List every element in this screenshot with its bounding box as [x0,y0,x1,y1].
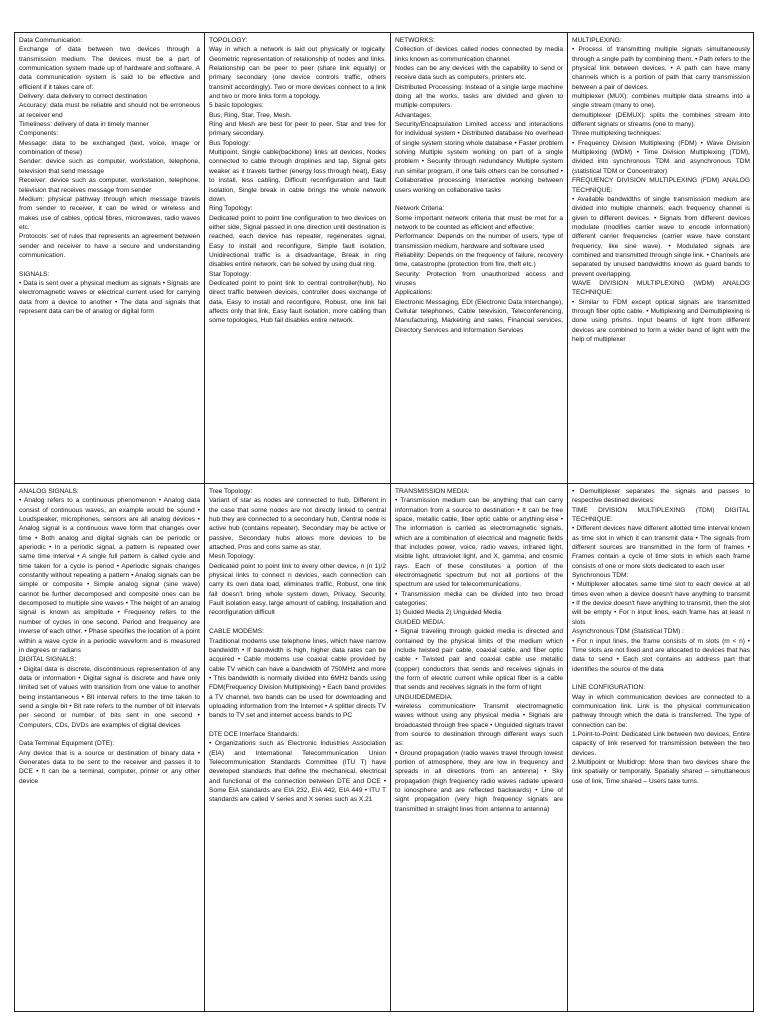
text-line: • Similar to FDM except optical signals are transmitted through fiber optic cable. • Multiplexing and Demultiplexing is done using prisms. Input beams of light from different devices are combined to form a wider band of light with the help of multiplexer [572,298,750,343]
text-line: Network Criteria: [395,205,445,213]
blank-line [19,730,200,739]
text-line: 1) Guided Media 2) Unguided Media [395,609,502,617]
text-line: Applications: [395,289,433,297]
text-line: CABLE MODEMS: [209,628,264,636]
text-line: Security/Encapsulation Limited access and interactions for individual system • Distributed database No overhead of single system storing whole database • Faster problem solving Multiple system working on part of a single problem • Security through redundancy Multiple system run similar program, if one fails others can be consulted • Collaborative processing Interactive working between users working on collaborative tasks [395,121,563,194]
cell-transmission-media [391,484,567,1012]
text-line: Three multiplexing techniques: [572,130,662,138]
text-line: Dedicated point to point line configuration to two devices on either side, Signal passed in one direction until destination is reached, each device has repeater, regenerates signal, Easy to install and reconfigure, Simple fault isolation, Unidirectional traffic is a disadvantage, Break in ring disables entire network, can be solved by using dual ring. [209,214,386,269]
cell-data-communication [15,33,204,483]
text-line: Asynchronous TDM (Statistical TDM) : [572,628,684,636]
text-line: WAVE DIVISION MULTIPLEXING (WDM) ANALOG TECHNIQUE: [572,279,750,297]
text-line: • Demultiplexer separates the signals and passes to respective destined devices [572,488,750,505]
text-line: • Available bandwidths of single transmission medium are divided into multiple channels; each frequency channel is given to different devices. • Signals from different devices modulate (modifies carrier wave to encode information) different carrier frequencies (carrier wave have constant frequency, like sine wave). • Modulated signals are combined and transmitted through single link. • Channels are separated by unused bandwidths known as guard bands to prevent overlapping. [572,195,750,278]
text-line: Dedicated point to point link to central controller(hub), No direct traffic between devices, controller does exchange of data, Easy to install and reconfigure, Robust, one link fail affects only that link, Easy fault isolation, more cabling than some topologies, Hub fail disables entire network. [209,279,386,325]
cell-analog-signals [15,484,204,1012]
text-line: ANALOG SIGNALS: [19,488,79,495]
text-line: Traditional modems use telephone lines, which have narrow bandwidth • If bandwidth is high, higher data rates can be acquired • Cable modems use coaxial cable provided by cable TV which can have a bandwidth of 750MHz and more • This bandwidth is normally divided into 6MHz bands using FDM(Frequency Division Multiplexing) • Each band provides a TV channel, two bands can be used for downloading and uploading information from the Internet • A splitter directs TV bands to TV set and internet access bands to PC [209,637,386,720]
text-line: Mesh Topology: [209,553,256,561]
text-line: • Organizations such as Electronic Industries Association (EIA) and International Telecommunication Union Telecommunication Standards Committee (ITU T) have developed standards that define the mechanical, electrical and functional of the connection between DTE and DCE • Some EIA standards are EIA 232, EIA 442, EIA 449 • ITU T standards are called V series and X series such as X.21 [209,740,386,804]
text-line: Components: [19,130,59,138]
text-line: Way in which a network is laid out physically or logically. Geometric representation of relationship of nodes and links. Relationship can be peer to peer (share link equally) or primary secondary (one device controls traffic, others transmit accordingly). Two or more devices connect to a link and two or more links form a topology. [209,46,386,101]
text-line: • Transmission medium can be anything that can carry information from a source to destination • It can be free space, metallic cable, fiber optic cable or anything else • The information is carried as electromagnetic signals, which are a combination of electrical and magnetic fields that includes power, voice, radio waves, infrared light, visible light, ultraviolet light, and X, gamma, and cosmic rays. Each of these constitutes a portion of the electromagnetic spectrum but not all portions of the spectrum are used for telecommunications. [395,497,563,589]
text-line: Electronic Messaging, EDI (Electronic Data Interchange), Cellular telephones, Cable television, Teleconferencing, Manufacturing, Marketing and sales, Financial services, Directory Services and Information Services [395,298,563,334]
text-line: Data Terminal Equipment (DTE): [19,740,115,748]
text-line: MULTIPLEXING: [572,37,622,44]
text-line: • Multiplexer allocates same time slot to each device at all times even when a device doesn't have anything to transmit • If the device doesn't have anything to transmit, then the slot will be empty • For n input lines, each frame has at least n slots [572,581,750,626]
text-line: Tree Topology: [209,488,253,495]
text-line: Bus Topology: [209,139,251,147]
text-line: • Different devices have different allotted time interval known as time slot in which it can transmit data • The signals from different sources are transmitted in the form of frames • Frames contain a cycle of time slots in which each frame consists of one or more slots dedicated to each user [572,525,750,570]
text-line: SIGNALS: [19,270,50,278]
text-line: UNGUIDEDMEDIA: [395,693,453,701]
text-line: Exchange of data between two devices through a transmission medium. The devices must be a part of communication system made up of hardware and software. A data communication system is said to be effective and efficient if it takes care of: [19,46,200,91]
text-line: Multipoint, Single cable(backbone) links all devices, Nodes connected to cable through droplines and tap, Signal gets weaker as it travels farther (energy loss through heat), Easy to install, less cabling, Difficult reconfiguration and fault isolation, Single break in cable brings the whole network down. [209,149,386,203]
text-line: TOPOLOGY: [209,37,248,44]
text-line: Variant of star as nodes are connected to hub, Different in the case that some nodes are not directly linked to central hub they are connected to a secondary hub, Central node is active hub (contains repeater), Secondary may be active or passive, Secondary hubs allows more devices to be attached, Pros and cons same as star. [209,497,386,552]
text-line: • Process of transmitting multiple signals simultaneously through a single path by combining them. • Path refers to the physical link between devices. • A path can have many channels which is a portion of path that carry transmission between a pair of devices. [572,46,750,91]
text-line: GUIDED MEDIA: [395,618,446,626]
blank-line [19,260,200,269]
text-line: Data Communication: [19,37,83,44]
cell-tree-topology [205,484,390,1012]
text-line: • For n input lines, the frame consists of m slots (m < n) • Time slots are not fixed and are allocated to devices that has data to send • Each slot contains an address part that identifies the source of the data [572,637,750,673]
text-line: Bus, Ring, Star, Tree, Mesh. [209,111,292,119]
text-line: Accuracy: data must be reliable and should not be erroneous at receiver end [19,102,200,119]
text-line: FREQUENCY DIVISION MULTIPLEXING (FDM) ANALOG TECHNIQUE: [572,177,750,194]
text-line: Some important network criteria that must be met for a network to be counted as efficient and effective: [395,214,563,231]
text-line: • Digital data is discrete, discontinuous representation of any data or information • Digital signal is discrete and have only limited set of values with transition from one value to another being instantaneous • Bit interval refers to the time taken to send a single bit • Bit rate refers to the number of bit intervals per second or number of bits sent in one second • Computers, CDs, DVDs are examples of digital devices [19,665,200,729]
text-line: Security: Protection from unauthorized access and viruses [395,270,563,287]
cell-networks [391,33,567,483]
text-line: LINE CONFIGURATION: [572,684,646,692]
text-line: TIME DIVISION MULTIPLEXING (TDM) DIGITAL TECHNIQUE: [572,506,750,524]
text-line: • Data is sent over a physical medium as signals • Signals are electromagnetic waves or electrical current used for carrying data from a device to another • The data and signals that represent data can be of analog or digital form [19,279,200,315]
cell-multiplexing [568,33,754,483]
text-line: Ring Topology: [209,205,253,213]
text-line: Nodes can be any devices with the capability to send or receive data such as computers, printers etc. [395,65,563,82]
text-line: Collection of devices called nodes connected by media links known as communication channel. [395,46,563,63]
text-line: Message: data to be exchanged (text, voice, image or combination of these) [19,139,200,157]
text-line: DTE DCE Interface Standards: [209,730,300,738]
text-line: Reliability: Depends on the frequency of failure, recovery time, catastrophe (protection from fire, theft etc.) [395,251,563,269]
text-line: Delivery: data delivery to correct destination [19,93,147,101]
text-line: Receiver: device such as computer, workstation, telephone, television that receives message from sender [19,177,200,194]
text-line: NETWORKS: [395,37,435,44]
text-line: Ring and Mesh are best for peer to peer. Star and tree for primary secondary. [209,121,386,138]
text-line: Performance: Depends on the number of users, type of transmission medium, hardware and software used [395,233,563,250]
text-line: • Transmission media can be divided into two broad categories: [395,590,563,608]
cell-topology [205,33,390,483]
cell-tdm-line-configuration [568,484,754,1012]
text-line: demultiplexer (DEMUX): splits the combines stream into different signals or streams (one to many). [572,111,750,129]
text-line: TRANSMISSION MEDIA: [395,488,470,495]
text-line: DIGITAL SIGNALS: [19,656,77,664]
text-line: Sender: device such as computer, workstation, telephone, television that send message [19,158,200,175]
text-line: 2.Multipoint or Multidrop: More than two devices share the link spatially or temporally. Spatially shared – simultaneous use of link, Time shared – Users take turns. [572,758,750,785]
text-line: Timeliness: delivery of data in timely manner [19,121,149,129]
text-line: • Signal traveling through guided media is directed and contained by the physical limits of the medium which include twisted pair cable, coaxial cable, and fiber optic cable • Twisted pair and coaxial cable use metallic (copper) conductors that sends and receives signals in the form of electric current while optical fiber is a cable that sends and receives signals in the form of light [395,628,563,692]
text-line: multiplexer (MUX): combines multiple data streams into a single stream (many to one). [572,93,750,110]
text-line: Synchronous TDM: [572,572,629,580]
text-line: Protocols: set of rules that represents an agreement between sender and receiver to have a secure and understanding communication. [19,233,200,259]
text-line: Medium: physical pathway through which message travels from sender to receiver, it can be wired or wireless and makes use of cables, optical fibres, microwaves, radio waves etc. [19,195,200,231]
text-line: • Ground propagation (radio waves travel through lowest portion of atmosphere, they are low in frequency and spreads in all directions from an antenna) • Sky propagation (high frequency radio waves radiate upward to ionosphere and are reflected backwards) • Line of sight propagation (very high frequency signals are transmitted in straight lines from antenna to antenna) [395,749,563,813]
blank-line [395,195,563,204]
text-line: 5 basic topologies: [209,102,264,110]
text-line: Advantages: [395,111,432,119]
text-line: 1.Point-to-Point: Dedicated Link between two devices, Entire capacity of link reserved for transmission between the two devices. [572,730,750,757]
text-line: Star Topology: [209,270,252,278]
text-line: Dedicated point to point link to every other device, n (n 1)/2 physical links to connect n devices, each connection can carry its own data load, eliminates traffic, Robust, one link fail doesn't bring whole system down, Privacy, Security, Fault isolation easy, large amount of cabling, Installation and reconfiguration difficult [209,562,386,617]
text-line: •wireless communication• Transmit electromagnetic waves without using any physical media • Signals are broadcasted through free space • Unguided signals travel from source to destination through different ways such as: [395,702,563,748]
notes-sheet [14,32,754,1012]
blank-line [209,618,386,627]
text-line: Way in which communication devices are connected to a communication link. Link is the physical communication pathway through which the data is transferred. The type of connection can be: [572,693,750,729]
text-line: Distributed Processing: Instead of a single large machine doing all the works, tasks are divided and given to multiple computers. [395,83,563,110]
text-line: • Analog refers to a continuous phenomenon • Analog data consist of continuous waves, an example would be sound • Loudspeaker, microphones, sensors are all analog devices • Analog signal is a continuous wave form that changes over time • Both analog and digital signals can be periodic or aperiodic • In a periodic signal, a pattern is repeated over same time interval • A single full pattern is called cycle and time taken for a cycle is period • Aperiodic signals changes constantly without repeating a pattern • Analog signals can be simple or composite • Simple analog signal (sine wave) cannot be further decomposed and composite ones can be decomposed to multiple sine waves • The height of an analog signal is known as amplitude • Frequency refers to the number of cycles in one second. Period and frequency are inverse of each other. • Phase specifies the location of a point within a wave cycle in a periodic waveform and is measured in degrees or radians [19,497,200,654]
text-line: Any device that is a source or destination of binary data • Generates data to be sent to the receiver and passes it to DCE • It can be a terminal, computer, printer or any other device [19,749,200,785]
blank-line [572,674,750,683]
text-line: • Frequency Division Multiplexing (FDM) • Wave Division Multiplexing (WDM) • Time Division Multiplexing (TDM), divided into synchronous TDM and asynchronous TDM (statistical TDM or Concentrator) [572,139,750,175]
blank-line [209,721,386,730]
